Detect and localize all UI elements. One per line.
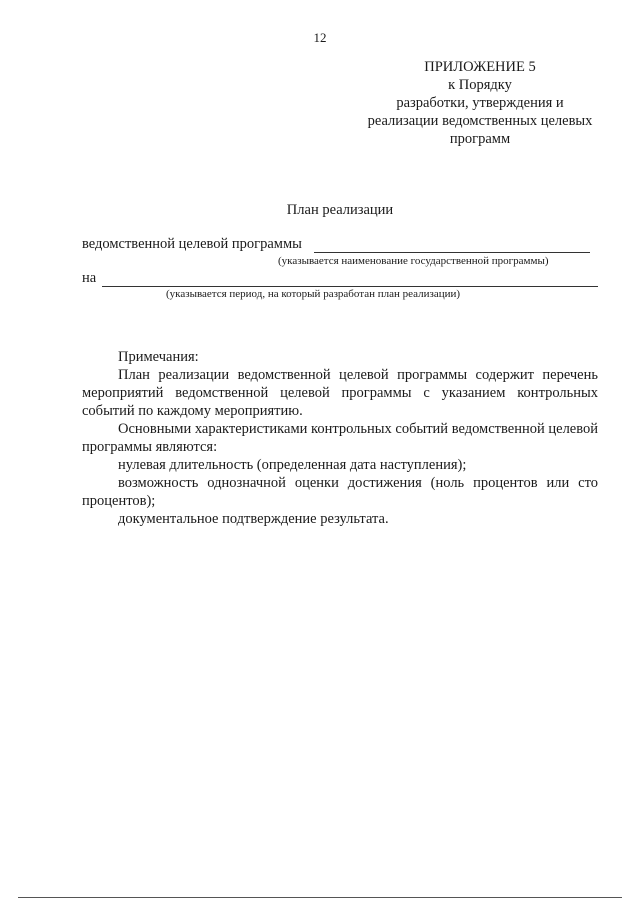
page-number: 12 (313, 30, 327, 45)
period-line-label: на (82, 270, 97, 286)
program-line-label: ведомственной целевой программы (82, 236, 302, 252)
appendix-line: реализации ведомственных целевых (367, 113, 593, 129)
notes-list-item: возможность однозначной оценки достижения (ноль процентов или сто процентов); (82, 475, 598, 509)
period-line (82, 270, 598, 287)
plan-title: План реализации (286, 202, 394, 218)
appendix-line: разработки, утверждения и (396, 95, 564, 111)
notes-section (82, 348, 598, 528)
program-blank-line (314, 240, 590, 253)
appendix-line: программ (449, 131, 511, 147)
program-line (82, 236, 590, 253)
program-line-hint: (указывается наименование государственной программы) (278, 255, 549, 267)
notes-list-item: документальное подтверждение результата. (118, 511, 389, 527)
appendix-block (360, 58, 600, 148)
notes-heading: Примечания: (118, 349, 199, 365)
period-line-hint: (указывается период, на который разработан план реализации) (166, 288, 461, 300)
footer-rule (18, 897, 622, 898)
notes-paragraph: Основными характеристиками контрольных событий ведомственной целевой программы являются: (82, 421, 598, 455)
notes-list-item: нулевая длительность (определенная дата наступления); (118, 457, 467, 473)
appendix-line: к Порядку (448, 77, 512, 93)
period-blank-line (102, 274, 598, 287)
appendix-line: ПРИЛОЖЕНИЕ 5 (424, 59, 536, 75)
notes-paragraph: План реализации ведомственной целевой программы содержит перечень мероприятий ведомственной целевой программы с указанием контрольных событий по каждому мероприятию. (82, 367, 598, 419)
